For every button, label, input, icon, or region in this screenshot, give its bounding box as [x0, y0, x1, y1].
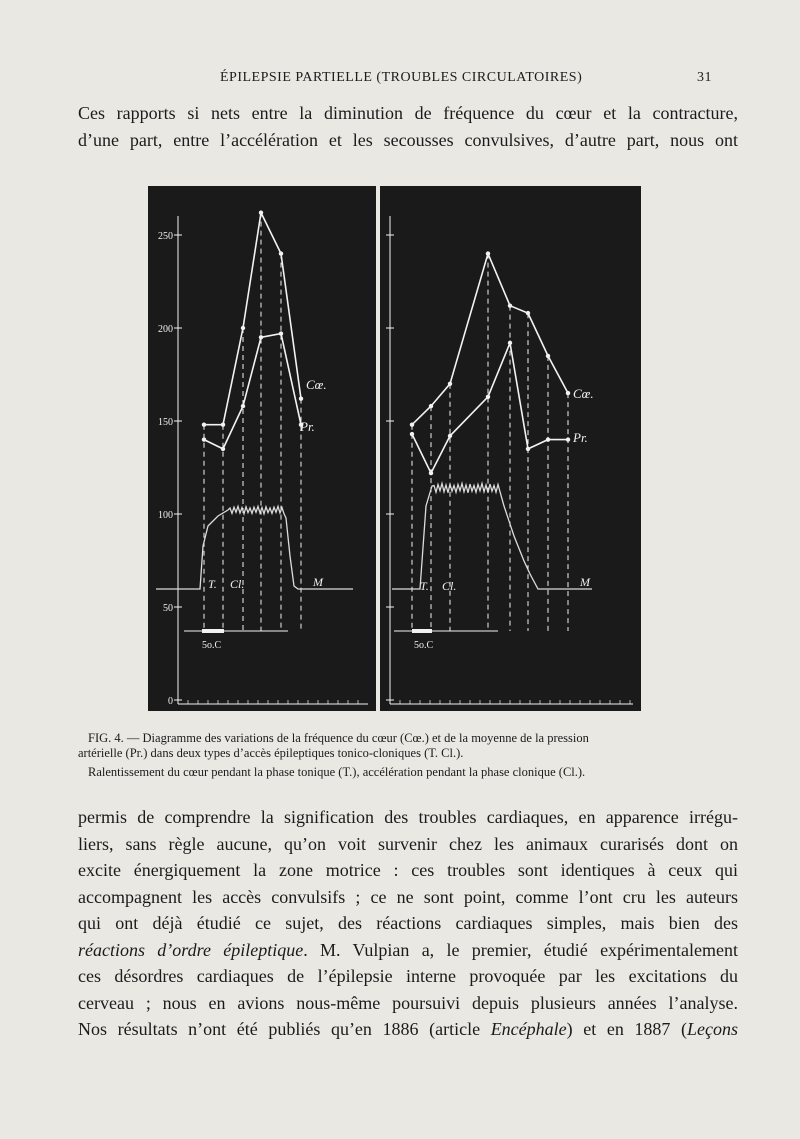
caption-line-2: artérielle (Pr.) dans deux types d’accès épileptiques tonico-cloniques (T. Cl.).: [78, 746, 464, 760]
coeur-data-point: [241, 326, 245, 330]
coeur-data-point: [566, 391, 570, 395]
coeur-data-point: [410, 423, 414, 427]
text-fragment: Nos résultats n’ont été publiés qu’en 1886 (article: [78, 1019, 491, 1039]
y-tick-label: 250: [158, 231, 173, 242]
clonic-phase-label: Cl.: [442, 579, 457, 593]
y-tick-label: 150: [158, 417, 173, 428]
blood-pressure-trace: [392, 484, 592, 590]
coeur-series-line: [412, 254, 568, 425]
coeur-data-point: [279, 251, 283, 255]
top-paragraph: [78, 100, 738, 153]
m-label: M: [580, 575, 590, 589]
coeur-series-line: [204, 213, 301, 425]
text-line: [78, 937, 738, 964]
italic-phrase: Leçons: [687, 1019, 739, 1039]
pression-series-label: Pr.: [300, 419, 315, 434]
left-panel: [148, 186, 376, 711]
coeur-data-point: [546, 354, 550, 358]
pression-series-line: [412, 343, 568, 473]
right-chart: [380, 186, 641, 711]
pression-series-line: [204, 334, 301, 449]
text-line: permis de comprendre la signification des troubles cardiaques, en apparence irrégu-: [78, 807, 738, 827]
text-line: Ces rapports si nets entre la diminution de fréquence du cœur et la contracture,: [78, 103, 738, 123]
time-scale-marker: [202, 629, 224, 633]
text-line: excite énergiquement la zone motrice : ces troubles sont identiques à ceux qui: [78, 860, 738, 880]
coeur-data-point: [259, 210, 263, 214]
figure-diagram: [148, 186, 641, 711]
coeur-series-label: Cœ.: [573, 386, 594, 401]
pression-series-label: Pr.: [573, 430, 588, 445]
pression-data-point: [241, 404, 245, 408]
coeur-data-point: [526, 311, 530, 315]
pression-data-point: [566, 437, 570, 441]
clonic-phase-label: Cl.: [230, 577, 245, 591]
running-head-title: ÉPILEPSIE PARTIELLE (TROUBLES CIRCULATOIRES): [220, 70, 583, 85]
tonic-phase-label: T.: [420, 579, 429, 593]
time-scale-label: 5o.C: [202, 640, 222, 651]
tonic-phase-label: T.: [208, 577, 217, 591]
pression-data-point: [279, 331, 283, 335]
text-line: liers, sans règle aucune, qu’on voit survenir chez les animaux curarisés dont on: [78, 833, 738, 854]
bottom-paragraph: [78, 804, 738, 1043]
coeur-series-label: Cœ.: [306, 377, 327, 392]
pression-data-point: [546, 437, 550, 441]
italic-phrase: réactions d’ordre épileptique: [78, 939, 304, 960]
pression-data-point: [508, 341, 512, 345]
y-tick-label: 0: [168, 696, 173, 707]
y-tick-label: 50: [163, 603, 173, 614]
text-line: [78, 1016, 738, 1043]
text-line: accompagnent les accès convulsifs ; ce ne sont point, comme l’ont cru les auteurs: [78, 886, 738, 907]
left-chart: [148, 186, 376, 711]
time-scale-label: 5o.C: [414, 640, 434, 651]
text-line: d’une part, entre l’accélération et les secousses convulsives, d’autre part, nous ont: [78, 129, 738, 150]
caption-line-3: Ralentissement du cœur pendant la phase tonique (T.), accélération pendant la phase clonique (Cl.).: [88, 765, 586, 779]
pression-data-point: [221, 447, 225, 451]
coeur-data-point: [429, 404, 433, 408]
text-line: ces désordres cardiaques de l’épilepsie interne provoquée par les excitations du: [78, 966, 738, 986]
text-fragment: . M. Vulpian a, le premier, étudié expérimentalement: [303, 939, 739, 960]
pression-data-point: [526, 447, 530, 451]
page-number: 31: [697, 70, 712, 85]
pression-data-point: [448, 434, 452, 438]
text-fragment: ) et en 1887 (: [566, 1019, 688, 1039]
text-line: qui ont déjà étudié ce sujet, des réactions cardiaques simples, mais bien des: [78, 913, 738, 933]
italic-phrase: Encéphale: [490, 1019, 567, 1039]
text-line: cerveau ; nous en avions nous-même poursuivi depuis plusieurs années l’analyse.: [78, 992, 738, 1013]
y-tick-label: 200: [158, 324, 173, 335]
caption-line-1: FIG. 4. — Diagramme des variations de la fréquence du cœur (Cœ.) et de la moyenne de la pression: [88, 731, 589, 745]
right-panel: [380, 186, 641, 711]
coeur-data-point: [486, 251, 490, 255]
coeur-data-point: [508, 303, 512, 307]
time-scale-marker: [412, 629, 432, 633]
running-head: [70, 70, 712, 90]
m-label: M: [313, 575, 323, 589]
pression-data-point: [410, 432, 414, 436]
pression-data-point: [429, 471, 433, 475]
coeur-data-point: [221, 423, 225, 427]
coeur-data-point: [448, 382, 452, 386]
pression-data-point: [259, 335, 263, 339]
pression-data-point: [202, 437, 206, 441]
pression-data-point: [486, 395, 490, 399]
coeur-data-point: [202, 423, 206, 427]
y-tick-label: 100: [158, 510, 173, 521]
blood-pressure-trace: [156, 506, 353, 589]
coeur-data-point: [299, 396, 303, 400]
